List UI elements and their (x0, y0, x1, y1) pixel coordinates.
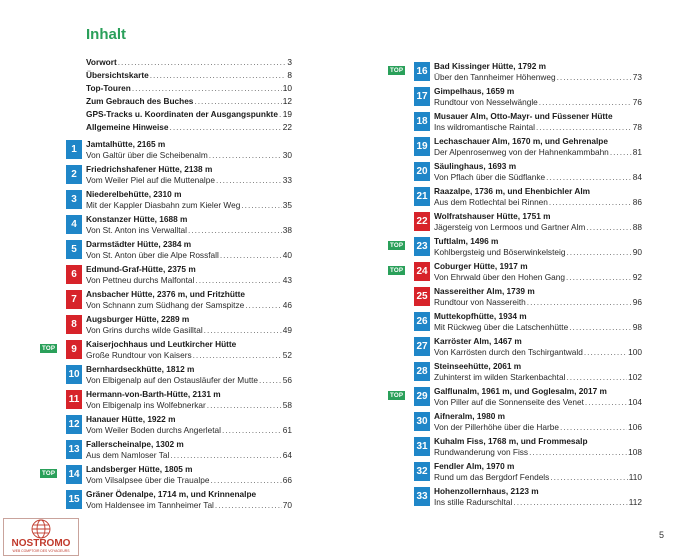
leader-dots (539, 97, 632, 108)
tour-subtitle: Von St. Anton über die Alpe Rossfall (86, 250, 219, 260)
tour-page: 106 (628, 422, 642, 432)
tour-number-badge: 16 (414, 62, 430, 81)
tour-subtitle: Aus dem Rotlechtal bei Rinnen (434, 197, 548, 207)
leader-dots (560, 422, 627, 433)
tour-title: Landsberger Hütte, 1805 m (86, 464, 193, 474)
tour-subtitle: Rundtour von Nesselwängle (434, 97, 538, 107)
tour-subtitle-row (434, 247, 642, 258)
tour-title: Hermann-von-Barth-Hütte, 2131 m (86, 389, 221, 399)
tour-number-badge: 24 (414, 262, 430, 281)
toc-entry (66, 189, 292, 214)
tour-page: 100 (628, 347, 642, 357)
tour-title: Darmstädter Hütte, 2384 m (86, 239, 192, 249)
tour-title: Musauer Alm, Otto-Mayr- und Füssener Hütte (434, 111, 613, 121)
tour-subtitle: Rund um das Bergdorf Fendels (434, 472, 550, 482)
leader-dots (241, 200, 281, 211)
page-title: Inhalt (86, 26, 126, 43)
front-matter-item (86, 95, 292, 108)
toc-column-left (42, 139, 292, 514)
leader-dots (546, 172, 632, 183)
leader-dots (536, 122, 632, 133)
tour-subtitle: Mit Rückweg über die Latschenhütte (434, 322, 569, 332)
tour-title: Wolfratshauser Hütte, 1751 m (434, 211, 551, 221)
tour-page: 88 (632, 222, 642, 232)
toc-entry (66, 239, 292, 264)
leader-dots (170, 121, 282, 134)
tour-subtitle-row (86, 250, 292, 261)
leader-dots (527, 297, 632, 308)
tour-title: Hanauer Hütte, 1922 m (86, 414, 176, 424)
tour-subtitle: Von Galtür über die Scheibenalm (86, 150, 208, 160)
tour-subtitle-row (434, 372, 642, 383)
leader-dots (566, 272, 632, 283)
tour-number-badge: 28 (414, 362, 430, 381)
tour-number-badge: 33 (414, 487, 430, 506)
tour-subtitle-row (86, 325, 292, 336)
toc-entry (66, 214, 292, 239)
top-tour-badge: TOP (390, 392, 404, 399)
leader-dots (118, 56, 287, 69)
tour-subtitle: Ins stille Radurschltal (434, 497, 513, 507)
tour-subtitle-row (434, 97, 642, 108)
tour-page: 84 (632, 172, 642, 182)
tour-number-badge: 20 (414, 162, 430, 181)
tour-subtitle: Über den Tannheimer Höhenweg (434, 72, 556, 82)
tour-subtitle: Von Piller auf die Sonnenseite des Venet (434, 397, 584, 407)
tour-page: 56 (282, 375, 292, 385)
tour-number-badge: 6 (66, 265, 82, 284)
tour-title: Augsburger Hütte, 2289 m (86, 314, 190, 324)
tour-subtitle: Vom Weiler Piel auf die Muttenalpe (86, 175, 215, 185)
tour-page: 81 (632, 147, 642, 157)
tour-title: Niederelbehütte, 2310 m (86, 189, 182, 199)
toc-entry (66, 314, 292, 339)
tour-subtitle: Große Rundtour von Kaisers (86, 350, 192, 360)
tour-title: Nassereither Alm, 1739 m (434, 286, 535, 296)
tour-page: 40 (282, 250, 292, 260)
tour-subtitle-row (86, 175, 292, 186)
toc-entry (66, 289, 292, 314)
tour-title: Kaiserjochhaus und Leutkircher Hütte (86, 339, 237, 349)
tour-subtitle-row (86, 500, 292, 511)
page-number: 5 (658, 530, 664, 540)
top-tour-badge: TOP (42, 470, 56, 477)
front-matter-page: 10 (282, 83, 292, 93)
leader-dots (279, 108, 282, 121)
leader-dots (170, 450, 281, 461)
front-matter-list (86, 56, 292, 134)
tour-subtitle: Zuhinterst im wilden Starkenbachtal (434, 372, 566, 382)
toc-entry (414, 461, 642, 486)
tour-subtitle-row (434, 197, 642, 208)
tour-title: Steinseehütte, 2061 m (434, 361, 522, 371)
tour-subtitle-row (434, 72, 642, 83)
top-tour-badge: TOP (42, 345, 56, 352)
tour-number-badge: 7 (66, 290, 82, 309)
tour-title: Kuhalm Fiss, 1768 m, und Frommesalp (434, 436, 588, 446)
toc-entry (390, 236, 642, 261)
tour-number-badge: 22 (414, 212, 430, 231)
leader-dots (584, 347, 627, 358)
toc-entry (390, 61, 642, 86)
toc-entry (414, 111, 642, 136)
toc-entry (66, 489, 292, 514)
tour-subtitle-row (86, 225, 292, 236)
toc-entry (66, 364, 292, 389)
leader-dots (195, 275, 281, 286)
leader-dots (193, 350, 282, 361)
tour-subtitle-row (434, 172, 642, 183)
toc-entry (414, 211, 642, 236)
tour-subtitle: Aus dem Namloser Tal (86, 450, 170, 460)
tour-title: Edmund-Graf-Hütte, 2375 m (86, 264, 196, 274)
tour-subtitle: Mit der Kappler Diasbahn zum Kieler Weg (86, 200, 241, 210)
tour-number-badge: 15 (66, 490, 82, 509)
tour-title: Friedrichshafener Hütte, 2138 m (86, 164, 213, 174)
toc-entry (414, 136, 642, 161)
tour-title: Fallerscheinalpe, 1302 m (86, 439, 184, 449)
front-matter-page: 12 (282, 96, 292, 106)
front-matter-label: Allgemeine Hinweise (86, 122, 169, 132)
tour-subtitle: Vom Weiler Boden durchs Angerletal (86, 425, 221, 435)
front-matter-page: 3 (287, 57, 292, 67)
leader-dots (150, 69, 287, 82)
tour-page: 76 (632, 97, 642, 107)
tour-number-badge: 18 (414, 112, 430, 131)
tour-subtitle: Vom Vilsalpsee über die Traualpe (86, 475, 210, 485)
tour-title: Gimpelhaus, 1659 m (434, 86, 515, 96)
tour-subtitle-row (434, 497, 642, 508)
toc-entry (414, 161, 642, 186)
tour-number-badge: 9 (66, 340, 82, 359)
tour-page: 90 (632, 247, 642, 257)
toc-entry (66, 439, 292, 464)
tour-title: Bernhardseckhütte, 1812 m (86, 364, 195, 374)
tour-page: 96 (632, 297, 642, 307)
leader-dots (585, 397, 627, 408)
toc-entry (66, 164, 292, 189)
leader-dots (188, 225, 282, 236)
tour-subtitle: Von St. Anton ins Verwalltal (86, 225, 188, 235)
tour-title: Bad Kissinger Hütte, 1792 m (434, 61, 547, 71)
front-matter-label: Übersichtskarte (86, 70, 149, 80)
tour-subtitle-row (86, 350, 292, 361)
tour-subtitle: Von Grins durchs wilde Gasilltal (86, 325, 203, 335)
leader-dots (550, 472, 627, 483)
top-tour-badge: TOP (390, 267, 404, 274)
tour-page: 112 (628, 497, 642, 507)
leader-dots (569, 322, 632, 333)
leader-dots (557, 72, 632, 83)
front-matter-page: 19 (282, 109, 292, 119)
leader-dots (194, 95, 281, 108)
tour-page: 92 (632, 272, 642, 282)
tour-page: 104 (628, 397, 642, 407)
tour-subtitle-row (434, 397, 642, 408)
tour-title: Säulinghaus, 1693 m (434, 161, 517, 171)
tour-subtitle: Ins wildromantische Raintal (434, 122, 535, 132)
tour-page: 102 (628, 372, 642, 382)
leader-dots (566, 372, 627, 383)
toc-entry (42, 464, 292, 489)
leader-dots (204, 325, 282, 336)
tour-number-badge: 29 (414, 387, 430, 406)
leader-dots (259, 375, 282, 386)
tour-title: Ansbacher Hütte, 2376 m, und Fritzhütte (86, 289, 246, 299)
logo-name: NOSTROMO (11, 538, 71, 549)
top-tour-badge: TOP (390, 242, 404, 249)
front-matter-label: Vorwort (86, 57, 117, 67)
front-matter-label: Top-Touren (86, 83, 131, 93)
tour-subtitle-row (434, 122, 642, 133)
leader-dots (529, 447, 627, 458)
tour-number-badge: 21 (414, 187, 430, 206)
tour-subtitle: Von Pflach über die Südflanke (434, 172, 546, 182)
leader-dots (245, 300, 282, 311)
tour-number-badge: 17 (414, 87, 430, 106)
leader-dots (222, 425, 282, 436)
tour-page: 49 (282, 325, 292, 335)
top-tour-badge: TOP (390, 67, 404, 74)
tour-subtitle-row (86, 375, 292, 386)
tour-subtitle-row (434, 272, 642, 283)
tour-subtitle-row (434, 297, 642, 308)
tour-subtitle-row (86, 275, 292, 286)
front-matter-item (86, 108, 292, 121)
tour-page: 58 (282, 400, 292, 410)
tour-number-badge: 4 (66, 215, 82, 234)
tour-subtitle: Jägersteig von Lermoos und Gartner Alm (434, 222, 586, 232)
tour-number-badge: 3 (66, 190, 82, 209)
tour-number-badge: 30 (414, 412, 430, 431)
tour-page: 86 (632, 197, 642, 207)
toc-entry (66, 414, 292, 439)
tour-subtitle: Von Pettneu durchs Malfontal (86, 275, 195, 285)
tour-page: 108 (628, 447, 642, 457)
tour-number-badge: 26 (414, 312, 430, 331)
toc-entry (42, 339, 292, 364)
toc-entry (414, 311, 642, 336)
toc-entry (414, 411, 642, 436)
tour-subtitle-row (86, 400, 292, 411)
front-matter-item (86, 121, 292, 134)
leader-dots (132, 82, 282, 95)
leader-dots (586, 222, 632, 233)
tour-page: 70 (282, 500, 292, 510)
tour-subtitle: Der Alpenrosenweg von der Hahnenkammbahn (434, 147, 609, 157)
tour-subtitle: Von Ehrwald über den Hohen Gang (434, 272, 565, 282)
leader-dots (513, 497, 627, 508)
tour-page: 33 (282, 175, 292, 185)
leader-dots (210, 475, 281, 486)
tour-page: 66 (282, 475, 292, 485)
tour-subtitle: Von Elbigenalp ins Wolfebnerkar (86, 400, 206, 410)
tour-title: Galflunalm, 1961 m, und Goglesalm, 2017 m (434, 386, 607, 396)
tour-number-badge: 13 (66, 440, 82, 459)
tour-title: Hohenzollernhaus, 2123 m (434, 486, 539, 496)
tour-page: 64 (282, 450, 292, 460)
front-matter-item (86, 56, 292, 69)
tour-page: 30 (282, 150, 292, 160)
tour-title: Konstanzer Hütte, 1688 m (86, 214, 188, 224)
tour-number-badge: 27 (414, 337, 430, 356)
toc-entry (66, 264, 292, 289)
tour-number-badge: 25 (414, 287, 430, 306)
tour-title: Jamtalhütte, 2165 m (86, 139, 166, 149)
tour-page: 43 (282, 275, 292, 285)
logo-tagline: WEB COMPTOIR DES VOYAGEURS (12, 549, 70, 553)
front-matter-page: 8 (287, 70, 292, 80)
tour-page: 110 (628, 472, 642, 482)
front-matter-page: 22 (282, 122, 292, 132)
front-matter-item (86, 69, 292, 82)
tour-page: 98 (632, 322, 642, 332)
tour-title: Coburger Hütte, 1917 m (434, 261, 528, 271)
tour-title: Aifneralm, 1980 m (434, 411, 506, 421)
leader-dots (215, 500, 282, 511)
tour-page: 46 (282, 300, 292, 310)
tour-subtitle: Von Karrösten durch den Tschirgantwald (434, 347, 583, 357)
tour-subtitle: Von Schnann zum Südhang der Samspitze (86, 300, 245, 310)
tour-page: 38 (282, 225, 292, 235)
tour-subtitle-row (86, 150, 292, 161)
leader-dots (610, 147, 632, 158)
tour-subtitle: Vom Haldensee im Tannheimer Tal (86, 500, 214, 510)
tour-number-badge: 31 (414, 437, 430, 456)
tour-title: Lechaschauer Alm, 1670 m, und Gehrenalpe (434, 136, 608, 146)
toc-entry (414, 336, 642, 361)
tour-number-badge: 11 (66, 390, 82, 409)
tour-subtitle: Kohlbergsteig und Böserwinkelsteig (434, 247, 566, 257)
tour-subtitle-row (86, 475, 292, 486)
toc-entry (390, 386, 642, 411)
tour-subtitle-row (86, 450, 292, 461)
toc-entry (414, 186, 642, 211)
tour-number-badge: 32 (414, 462, 430, 481)
toc-entry (414, 286, 642, 311)
tour-subtitle-row (86, 200, 292, 211)
front-matter-item (86, 82, 292, 95)
tour-title: Gräner Ödenalpe, 1714 m, und Krinnenalpe (86, 489, 257, 499)
leader-dots (220, 250, 282, 261)
tour-subtitle: Von Elbigenalp auf den Ostausläufer der Mutte (86, 375, 259, 385)
tour-page: 73 (632, 72, 642, 82)
tour-page: 61 (282, 425, 292, 435)
tour-number-badge: 23 (414, 237, 430, 256)
toc-entry (66, 139, 292, 164)
leader-dots (209, 150, 282, 161)
tour-subtitle-row (434, 422, 642, 433)
toc-entry (390, 261, 642, 286)
tour-subtitle-row (434, 472, 642, 483)
front-matter-label: Zum Gebrauch des Buches (86, 96, 194, 106)
toc-entry (414, 436, 642, 461)
tour-title: Fendler Alm, 1970 m (434, 461, 515, 471)
tour-number-badge: 12 (66, 415, 82, 434)
tour-subtitle: Rundtour von Nassereith (434, 297, 526, 307)
tour-subtitle: Von der Pillerhöhe über die Harbe (434, 422, 559, 432)
toc-entry (414, 361, 642, 386)
toc-entry (66, 389, 292, 414)
tour-number-badge: 19 (414, 137, 430, 156)
tour-subtitle-row (86, 425, 292, 436)
tour-subtitle-row (434, 222, 642, 233)
tour-page: 78 (632, 122, 642, 132)
leader-dots (549, 197, 632, 208)
toc-column-right (390, 61, 642, 511)
tour-title: Tuftlalm, 1496 m (434, 236, 499, 246)
tour-page: 35 (282, 200, 292, 210)
leader-dots (216, 175, 282, 186)
toc-entry (414, 86, 642, 111)
nostromo-logo (3, 518, 79, 556)
tour-number-badge: 14 (66, 465, 82, 484)
tour-number-badge: 10 (66, 365, 82, 384)
tour-title: Karröster Alm, 1467 m (434, 336, 522, 346)
tour-subtitle-row (434, 447, 642, 458)
tour-number-badge: 2 (66, 165, 82, 184)
tour-subtitle-row (434, 147, 642, 158)
leader-dots (566, 247, 631, 258)
tour-title: Muttekopfhütte, 1934 m (434, 311, 527, 321)
tour-title: Raazalpe, 1736 m, und Ehenbichler Alm (434, 186, 591, 196)
tour-page: 52 (282, 350, 292, 360)
tour-subtitle-row (434, 322, 642, 333)
front-matter-label: GPS-Tracks u. Koordinaten der Ausgangspunkte (86, 109, 278, 119)
tour-subtitle-row (434, 347, 642, 358)
tour-number-badge: 1 (66, 140, 82, 159)
tour-number-badge: 8 (66, 315, 82, 334)
leader-dots (207, 400, 282, 411)
toc-entry (414, 486, 642, 511)
tour-number-badge: 5 (66, 240, 82, 259)
tour-subtitle-row (86, 300, 292, 311)
tour-subtitle: Rundwanderung von Fiss (434, 447, 529, 457)
